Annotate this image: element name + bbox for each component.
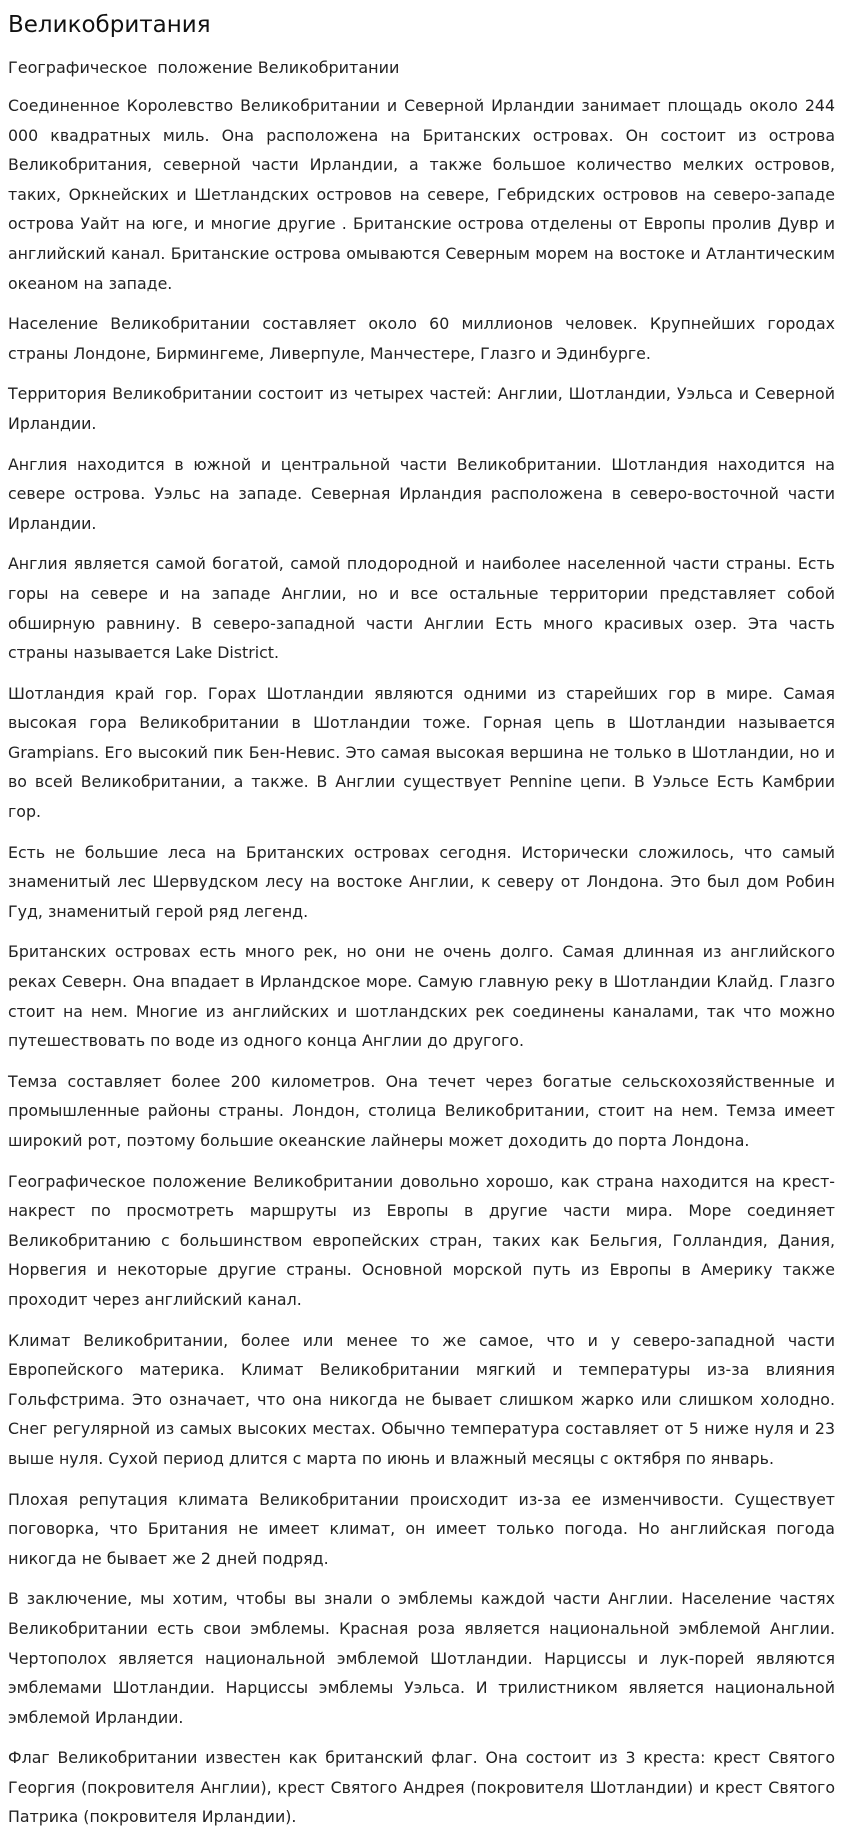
paragraph-forests: Есть не большие леса на Британских островах сегодня. Исторически сложилось, что самый знаменитый лес Шервудском лесу на востоке Англии, к северу от Лондона. Это был дом Робин Гуд, знаменитый герой ряд легенд.: [8, 842, 835, 921]
paragraph-thames: Темза составляет более 200 километров. Она течет через богатые сельскохозяйственные и промышленные районы страны. Лондон, столица Великобритании, стоит на нем. Темза имеет широкий рот, поэтому большие океанские лайнеры может доходить до порта Лондона.: [8, 1071, 835, 1150]
paragraph-area: Соединенное Королевство Великобритании и Северной Ирландии занимает площадь около 244 000 квадратных миль. Она расположена на Британских островах. Он состоит из острова Великобритания, северной части Ирландии, а также большое количество мелких островов, таких, Оркнейских и Шетландских островов на севере, Гебридских островов на северо-западе острова Уайт на юге, и многие другие . Британские острова отделены от Европы пролив Дувр и английский канал. Британские острова омываются Северным морем на востоке и Атлантическим океаном на западе.: [8, 96, 835, 293]
paragraph-territory: Территория Великобритании состоит из четырех частей: Англии, Шотландии, Уэльса и Северной Ирландии.: [8, 384, 835, 433]
paragraph-england: Англия является самой богатой, самой плодородной и наиболее населенной части страны. Есть горы на севере и на западе Англии, но и все остальные территории представляет собой обширную равнину. В северо-западной части Англии Есть много красивых озер. Эта часть страны называется Lake District.: [8, 554, 835, 663]
page-title: Великобритания: [8, 12, 211, 38]
paragraph-climate: Климат Великобритании, более или менее то же самое, что и у северо-западной части Европейского материка. Климат Великобритании мягкий и температуры из-за влияния Гольфстрима. Это означает, что она никогда не бывает слишком жарко или слишком холодно. Снег регулярной из самых высоких местах. Обычно температура составляет от 5 ниже нуля и 23 выше нуля. Сухой период длится с марта по июнь и влажный месяцы с октября по январь.: [8, 1330, 835, 1468]
paragraph-geography: Географическое положение Великобритании довольно хорошо, как страна находится на крест-накрест по просмотреть маршруты из Европы в другие части мира. Море соединяет Великобританию с большинством европейских стран, таких как Бельгия, Голландия, Дания, Норвегия и некоторые другие страны. Основной морской путь из Европы в Америку также проходит через английский канал.: [8, 1171, 835, 1309]
paragraph-rivers: Британских островах есть много рек, но они не очень долго. Самая длинная из английского реках Северн. Она впадает в Ирландское море. Самую главную реку в Шотландии Клайд. Глазго стоит на нем. Многие из английских и шотландских рек соединены каналами, так что можно путешествовать по воде из одного конца Англии до другого.: [8, 942, 835, 1051]
paragraph-weather: Плохая репутация климата Великобритании происходит из-за ее изменчивости. Существует поговорка, что Британия не имеет климат, он имеет только погода. Но английская погода никогда не бывает же 2 дней подряд.: [8, 1489, 835, 1568]
paragraph-scotland: Шотландия край гор. Горах Шотландии являются одними из старейших гор в мире. Самая высокая гора Великобритании в Шотландии тоже. Горная цепь в Шотландии называется Grampians. Его высокий пик Бен-Невис. Это самая высокая вершина не только в Шотландии, но и во всей Великобритании, а также. В Англии существует Pennine цепи. В Уэльсе Есть Камбрии гор.: [8, 683, 835, 822]
section-subtitle: Географическое положение Великобритании: [8, 58, 400, 77]
paragraph-parts-location: Англия находится в южной и центральной части Великобритании. Шотландия находится на севере острова. Уэльс на западе. Северная Ирландия расположена в северо-восточной части Ирландии.: [8, 454, 835, 533]
paragraph-population: Население Великобритании составляет около 60 миллионов человек. Крупнейших городах страны Лондоне, Бирмингеме, Ливерпуле, Манчестере, Глазго и Эдинбурге.: [8, 314, 835, 363]
paragraph-emblems: В заключение, мы хотим, чтобы вы знали о эмблемы каждой части Англии. Население частях Великобритании есть свои эмблемы. Красная роза является национальной эмблемой Англии. Чертополох является национальной эмблемой Шотландии. Нарциссы и лук-порей являются эмблемами Шотландии. Нарциссы эмблемы Уэльса. И трилистником является национальной эмблемой Ирландии.: [8, 1589, 835, 1727]
paragraph-flag: Флаг Великобритании известен как британский флаг. Она состоит из 3 креста: крест Святого Георгия (покровителя Англии), крест Святого Андрея (покровителя Шотландии) и крест Святого Патрика (покровителя Ирландии).: [8, 1748, 835, 1827]
